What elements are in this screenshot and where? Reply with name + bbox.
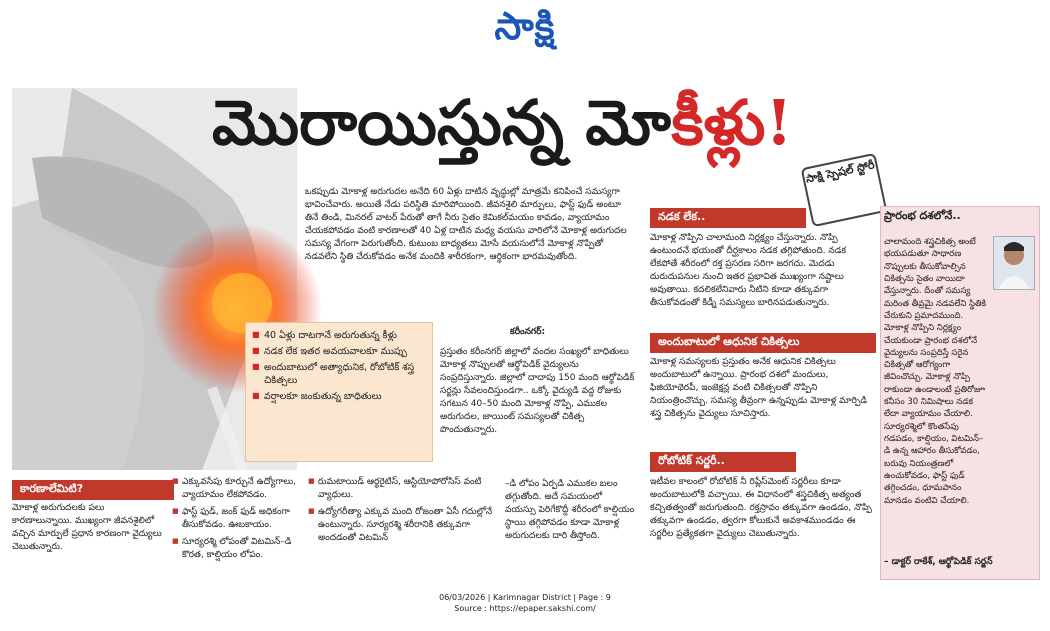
cause-item: ■ రుమటాయిడ్ ఆర్థరైటిస్, ఆస్టియోపోరోసిస్ వంటి వ్యాధులు.: [308, 476, 498, 502]
causes-paragraph: మోకాళ్ల అరుగుదలకు పలు కారణాలున్నాయి. ముఖ్యంగా జీవనశైలిలో వచ్చిన మార్పులే ప్రధాన కారణంగా వైద్యులు చెబుతున్నారు.: [12, 503, 162, 553]
modern-heading: అందుబాటులో ఆధునిక చికిత్సలు: [650, 333, 876, 353]
cause-item: ■ ఎక్కువసేపు కూర్చునే ఉద్యోగాలు, వ్యాయామం లేకపోవడం.: [172, 476, 300, 502]
headline-part1: మొరాయిస్తున్న మో: [212, 86, 672, 159]
headline: [212, 84, 793, 162]
early-heading: ప్రారంభ దశలోనే..: [884, 209, 961, 222]
highlight-item: ■ 40 ఏళ్లు దాటగానే అరుగుతున్న కీళ్లు: [252, 329, 426, 343]
early-paragraph: [884, 298, 1034, 553]
special-story-stamp: సాక్షి స్పెషల్ స్టోరీ: [801, 153, 888, 227]
dateline: కరీంనగర్:: [510, 327, 546, 337]
highlight-item: ■ అందుబాటులో అత్యాధునిక, రోబోటిక్ శస్త్ర చికిత్సలు: [252, 361, 426, 389]
causes-list-1: [172, 476, 300, 576]
karimnagar-paragraph: ప్రస్తుతం కరీంనగర్ జిల్లాలో వందల సంఖ్యలో బాధితులు మోకాళ్ల నొప్పులతో ఆర్థోపెడిక్ వైద్యులను సంప్రదిస్తున్నారు. జిల్లాలో దాదాపు 150 మంది ఆర్థోపెడిక్ సర్జన్లు సేవలందిస్తుండగా.. ఒక్కో వైద్యుడి వద్ద రోజుకు సగటున 40–50 మంది మోకాళ్ల నొప్పి, ఎముకల అరుగుదల, జాయింట్ సమస్యలతో చికిత్స పొందుతున్నారు.: [440, 347, 635, 436]
cause-item: ■ ఫాస్ట్ ఫుడ్, జంక్ ఫుడ్ అధికంగా తీసుకోవడం. ఊబకాయం.: [172, 506, 300, 532]
footer-source-line: Source : https://epaper.sakshi.com/: [454, 604, 596, 614]
masthead-logo: సాక్షి: [494, 4, 556, 48]
robotic-paragraph: ఇటీవల కాలంలో రోబోటిక్ నీ రిప్లేస్‌మెంట్ సర్జరీలు కూడా అందుబాటులోకి వచ్చాయి. ఈ విధానంలో శస్త్రచికిత్స అత్యంత కచ్చితత్వంతో జరుగుతుంది. రక్తస్రావం తక్కువగా ఉండడం, నొప్పి తక్కువగా ఉండడం, త్వరగా కోలుకునే అవకాశముండడం ఈ సర్జరీల ప్రత్యేకతగా వైద్యులు చెబుతున్నారు.: [650, 477, 872, 540]
highlight-item: ■ నడక లేక ఇతర అవయవాలకూ ముప్పు: [252, 345, 426, 359]
modern-paragraph: మోకాళ్ల సమస్యలకు ప్రస్తుతం అనేక ఆధునిక చికిత్సలు అందుబాటులో ఉన్నాయి. ప్రారంభ దశలో మందులు, ఫిజియోథెరపీ, ఇంజెక్షన్ల వంటి చికిత్సలతో నొప్పిని నియంత్రించొచ్చు. సమస్య తీవ్రంగా ఉన్నప్పుడు మోకాళ్ల మార్పిడి శస్త్ర చికిత్సను వైద్యులు సూచిస్తారు.: [650, 357, 868, 420]
headline-part2: కీళ్లు!: [671, 86, 793, 159]
cause-item: ■ ఉద్యోగరీత్యా ఎక్కువ మంది రోజంతా ఏసీ గదుల్లోనే ఉంటున్నారు. సూర్యరశ్మి శరీరానికి తక్కువగా అందడంతో విటమిన్: [308, 506, 498, 545]
walking-heading: నడక లేక..: [650, 208, 806, 228]
robotic-heading: రోబోటిక్ సర్జరీ..: [650, 452, 796, 472]
page-footer: [0, 592, 1050, 614]
causes-paragraph-2: –డి లోపం ఏర్పడి ఎముకల బలం తగ్గుతోంది. అదే సమయంలో వయస్సు పెరిగేకొద్దీ శరీరంలో కాల్షియం స్థాయి తగ్గిపోవడం కూడా మోకాళ్ల అరుగుదలకు దారి తీస్తోంది.: [505, 479, 635, 542]
walking-paragraph: మోకాళ్ల నొప్పిని చాలామంది నిర్లక్ష్యం చేస్తున్నారు. నొప్పి ఉంటుందనే భయంతో దీర్ఘకాలం నడక తగ్గిపోతుంది. నడక లేకపోతే శరీరంలో రక్త ప్రసరణ సరిగా జరగదు. మెదడు దురుదుపనుల నుంచి ఇతర ప్రభావిత ముఖ్యంగా నష్టాలు అవుతాయి. కదలికలేనివారు నీటిని కూడా తక్కువగా తీసుకోవడంతో కిడ్నీ సమస్యలు బారినపడుతున్నారు.: [650, 233, 847, 309]
doctor-photo: [993, 236, 1035, 290]
causes-list-2: [308, 476, 498, 576]
intro-paragraph: ఒకప్పుడు మోకాళ్ల అరుగుదల అనేది 60 ఏళ్లు దాటిన వృద్ధుల్లో మాత్రమే కనిపించే సమస్యగా భావించేవారు. అయితే నేడు పరిస్థితి మారిపోయింది. జీవనశైలి మార్పులు, ఫాస్ట్ ఫుడ్ అంటూ తినే తిండి, మినరల్ వాటర్ పేరుతో తాగే నీరు సైతం కెమికల్‌మయం కావడం, వ్యాయామం చేయకపోవడం వంటి కారణాలతో 40 ఏళ్ల దాటిన మధ్య వయసు వారిలోనే మోకాళ్ల అరుగుదల సమస్య వేగంగా పెరుగుతోంది. కుటుంబ బాధ్యతలు మోసే వయసులోనే మోకాళ్ల నొప్పితో నడవలేని స్థితి చేరుకోవడం అనేక మందికి శారీరకంగా, ఆర్థికంగా భారమవుతోంది.: [305, 187, 627, 263]
highlights-box: [245, 322, 433, 462]
cause-item: ■ సూర్యరశ్మి లోపంతో విటమిన్–డి కొరత, కాల్షియం లోపం.: [172, 536, 300, 562]
causes-heading: కారణాలేమిటి?: [12, 480, 174, 500]
footer-date-line: 06/03/2026 | Karimnagar District | Page : 9: [439, 593, 611, 602]
doctor-signature: – డాక్టర్ రాకేశ్, ఆర్థోపెడిక్ సర్జన్: [884, 557, 993, 567]
highlight-item: ■ వర్షాలకూ జంకుతున్న బాధితులు: [252, 390, 426, 404]
early-paragraph-top: చాలామంది శస్త్రచికిత్స అంటే భయపడుతూ సాధారణ నొప్పులకు తీసుకోవాల్సిన చికిత్సను సైతం వాయిదా వేస్తున్నారు. దీంతో సమస్య మరింత తీవ్రమై నడవలేని స్థితికి చేరుకుని ప్రమాదముంది. మోకాళ్ల నొప్పిని నిర్లక్ష్యం చేయకుండా ప్రారంభ దశలోనే వైద్యులను సంప్రదిస్తే సరైన చికిత్సతో ఆరోగ్యంగా జీవించొచ్చు. మోకాళ్ల నొప్పి రాకుండా ఉండాలంటే ప్రతిరోజూ కనీసం 30 నిమిషాలు నడక లేదా వ్యాయామం చేయాలి. సూర్యరశ్మిలో కొంతసేపు గడపడం, కాల్షియం, విటమిన్–డి ఉన్న ఆహారం తీసుకోవడం, బరువు నియంత్రణలో ఉంచుకోవడం, ఫాస్ట్ ఫుడ్ తగ్గించడం, ధూమపానం మానడం వంటివి చేయాలి.: [884, 237, 987, 506]
